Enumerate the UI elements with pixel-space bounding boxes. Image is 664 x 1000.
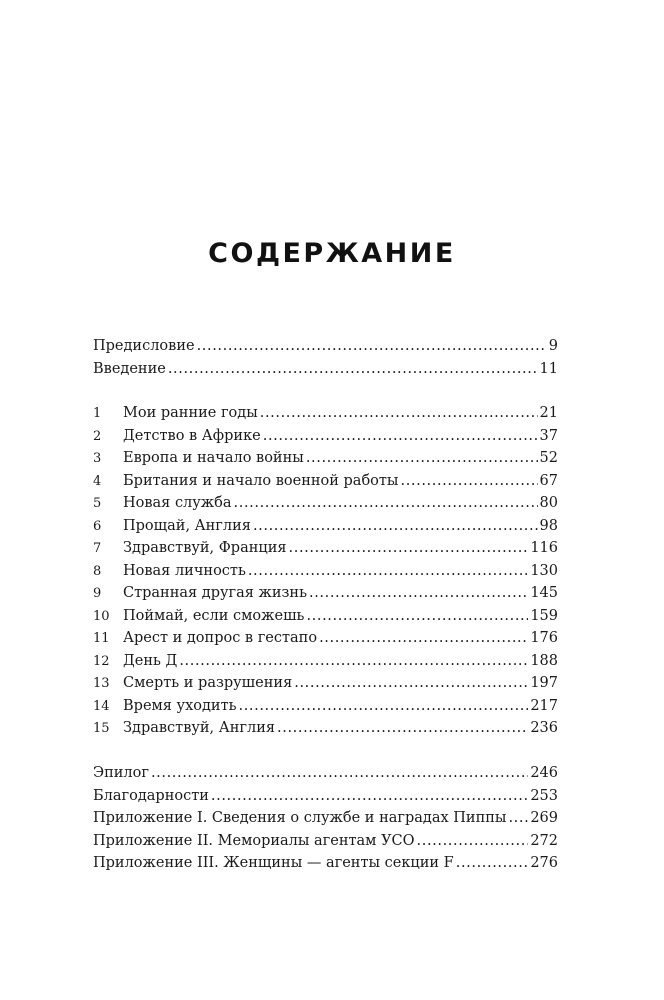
entry-page-number: 272 xyxy=(530,832,558,849)
back-matter-list xyxy=(93,762,558,875)
toc-entry-acknowledgements xyxy=(93,785,558,808)
dot-leader xyxy=(277,717,528,740)
toc-entry-appendix-3 xyxy=(93,852,558,875)
dot-leader xyxy=(260,402,538,425)
toc-entry-chapter xyxy=(93,492,558,515)
entry-page-number: 159 xyxy=(530,607,558,624)
chapter-number: 9 xyxy=(93,586,102,601)
dot-leader xyxy=(234,492,538,515)
chapter-number: 12 xyxy=(93,653,110,669)
dot-leader xyxy=(211,785,528,808)
toc-entry-chapter xyxy=(93,425,558,448)
entry-label: Прощай, Англия xyxy=(123,517,251,534)
toc-entry-chapter xyxy=(93,672,558,695)
entry-page-number: 253 xyxy=(530,787,558,804)
entry-label: Поймай, если сможешь xyxy=(123,607,305,624)
dot-leader xyxy=(289,537,529,560)
entry-label: Новая личность xyxy=(123,562,246,579)
toc-entry-chapter xyxy=(93,470,558,493)
entry-label: Приложение II. Мемориалы агентам УСО xyxy=(93,832,415,849)
chapter-number: 2 xyxy=(93,428,102,444)
entry-label: Детство в Африке xyxy=(123,427,261,444)
toc-entry-chapter xyxy=(93,650,558,673)
toc-entry-chapter xyxy=(93,560,558,583)
entry-label: Благодарности xyxy=(93,787,209,804)
dot-leader xyxy=(417,830,529,853)
entry-page-number: 130 xyxy=(530,562,558,579)
entry-label: День Д xyxy=(123,652,178,669)
entry-label: Арест и допрос в гестапо xyxy=(123,630,318,646)
entry-page-number: 269 xyxy=(530,810,558,826)
toc-entry-chapter xyxy=(93,695,558,718)
entry-page-number: 9 xyxy=(548,338,558,354)
entry-label: Британия и начало военной работы xyxy=(123,472,399,489)
entry-label: Введение xyxy=(93,360,166,377)
entry-page-number: 67 xyxy=(539,472,558,489)
dot-leader xyxy=(309,582,528,605)
entry-page-number: 11 xyxy=(539,360,558,377)
toc-entry-chapter xyxy=(93,515,558,538)
toc-entry-chapter xyxy=(93,447,558,470)
entry-label: Приложение I. Сведения о службе и наградах Пиппы xyxy=(93,810,507,826)
entry-page-number: 145 xyxy=(530,585,558,601)
toc-entry-appendix-1 xyxy=(93,807,558,830)
dot-leader xyxy=(306,605,528,628)
toc-entry-chapter xyxy=(93,537,558,560)
entry-label: Смерть и разрушения xyxy=(123,675,293,691)
chapter-number: 3 xyxy=(93,451,102,466)
chapter-number: 15 xyxy=(93,721,110,736)
chapter-number: 14 xyxy=(93,698,110,714)
dot-leader xyxy=(400,470,537,493)
dot-leader xyxy=(248,560,528,583)
chapter-number: 13 xyxy=(93,676,110,691)
entry-label: Эпилог xyxy=(93,765,149,781)
entry-page-number: 80 xyxy=(539,495,558,511)
chapter-number: 8 xyxy=(93,563,102,579)
toc-entry-appendix-2 xyxy=(93,830,558,853)
entry-label: Приложение III. Женщины — агенты секции F xyxy=(93,855,454,871)
dot-leader xyxy=(179,650,528,673)
dot-leader xyxy=(508,807,528,830)
chapter-number: 1 xyxy=(93,406,102,421)
dot-leader xyxy=(306,447,538,470)
entry-page-number: 197 xyxy=(530,675,558,691)
entry-page-number: 98 xyxy=(539,517,558,534)
toc-entry-chapter xyxy=(93,582,558,605)
dot-leader xyxy=(239,695,529,718)
chapter-number: 6 xyxy=(93,518,102,534)
chapter-list xyxy=(93,402,558,740)
dot-leader xyxy=(168,358,538,381)
chapter-number: 4 xyxy=(93,473,102,489)
entry-page-number: 176 xyxy=(530,630,558,646)
dot-leader xyxy=(263,425,538,448)
entry-page-number: 188 xyxy=(530,652,558,669)
toc-entry-preface xyxy=(93,335,558,358)
toc-entry-chapter xyxy=(93,605,558,628)
chapter-number: 5 xyxy=(93,496,102,511)
entry-page-number: 236 xyxy=(530,720,558,736)
page-title: СОДЕРЖАНИЕ xyxy=(208,238,456,269)
entry-label: Странная другая жизнь xyxy=(123,585,307,601)
entry-label: Новая служба xyxy=(123,495,232,511)
toc-entry-chapter xyxy=(93,717,558,740)
entry-label: Предисловие xyxy=(93,338,195,354)
entry-page-number: 21 xyxy=(539,405,558,421)
dot-leader xyxy=(253,515,538,538)
entry-label: Здравствуй, Франция xyxy=(123,540,287,556)
dot-leader xyxy=(197,335,547,358)
toc-entry-chapter xyxy=(93,627,558,650)
entry-page-number: 37 xyxy=(539,427,558,444)
entry-page-number: 52 xyxy=(539,450,558,466)
dot-leader xyxy=(294,672,528,695)
entry-label: Мои ранние годы xyxy=(123,405,258,421)
entry-page-number: 276 xyxy=(530,855,558,871)
dot-leader xyxy=(456,852,529,875)
chapter-number: 10 xyxy=(93,608,110,624)
entry-page-number: 246 xyxy=(530,765,558,781)
entry-label: Время уходить xyxy=(123,697,237,714)
entry-page-number: 116 xyxy=(530,540,558,556)
toc-entry-epilogue xyxy=(93,762,558,785)
dot-leader xyxy=(319,627,528,650)
dot-leader xyxy=(151,762,528,785)
entry-label: Европа и начало войны xyxy=(123,450,304,466)
front-matter-list xyxy=(93,335,558,380)
chapter-number: 11 xyxy=(93,631,110,646)
entry-label: Здравствуй, Англия xyxy=(123,720,276,736)
chapter-number: 7 xyxy=(93,541,102,556)
toc-entry-chapter xyxy=(93,402,558,425)
entry-page-number: 217 xyxy=(530,697,558,714)
toc-entry-introduction xyxy=(93,358,558,381)
